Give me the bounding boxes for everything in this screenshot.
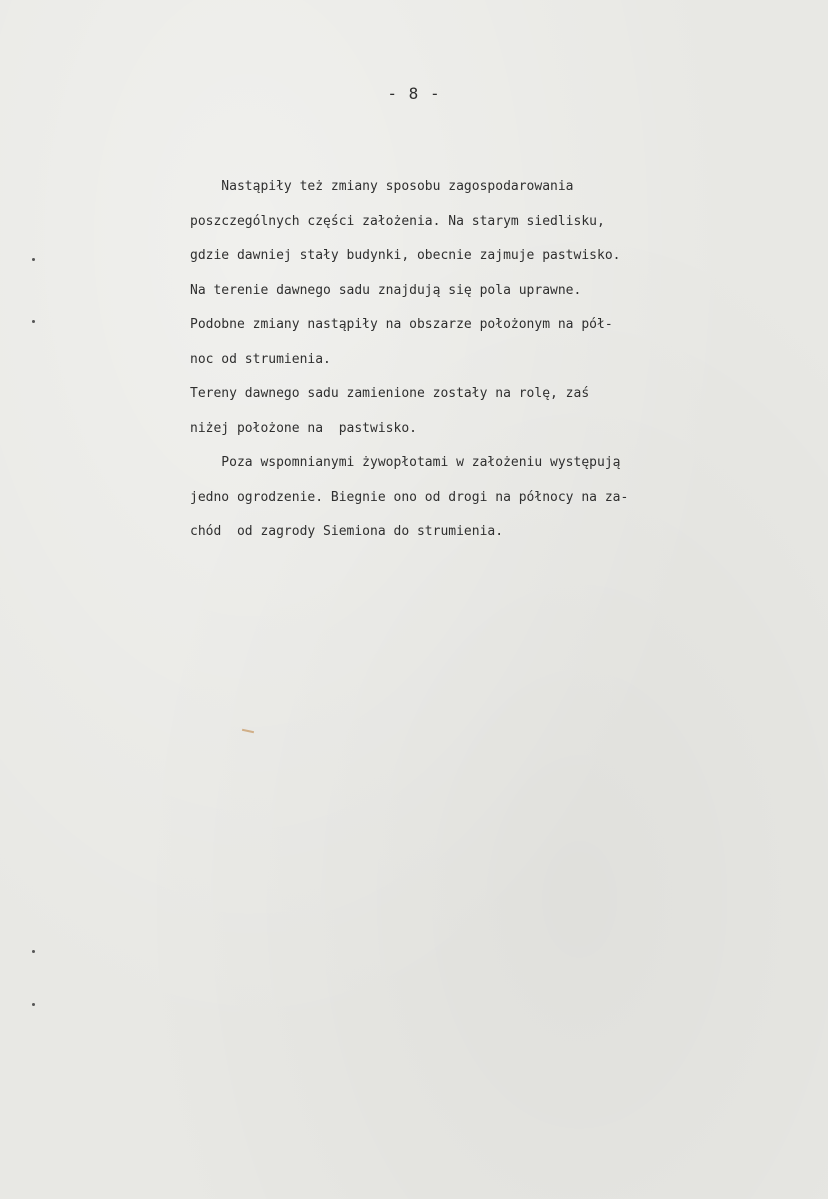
binding-hole-mark — [32, 1003, 35, 1006]
text-line: noc od strumienia. — [190, 351, 331, 367]
text-line: Podobne zmiany nastąpiły na obszarze położonym na pół- — [190, 317, 613, 332]
text-line: Na terenie dawnego sadu znajdują się pola uprawne. — [190, 282, 582, 298]
text-line: Tereny dawnego sadu zamienione zostały na rolę, zaś — [190, 386, 590, 401]
binding-hole-mark — [32, 258, 35, 261]
text-line: gdzie dawniej stały budynki, obecnie zajmuje pastwisko. — [190, 248, 621, 263]
text-line: Nastąpiły też zmiany sposobu zagospodarowania — [190, 179, 574, 194]
text-line: chód od zagrody Siemiona do strumienia. — [190, 524, 504, 539]
text-line: niżej położone na pastwisko. — [190, 420, 417, 436]
binding-hole-mark — [32, 950, 35, 953]
text-line: Poza wspomnianymi żywopłotami w założeniu występują — [190, 455, 621, 470]
text-line: jedno ogrodzenie. Biegnie ono od drogi na północy na za- — [190, 489, 629, 505]
binding-hole-mark — [32, 320, 35, 323]
text-line: poszczególnych części założenia. Na starym siedlisku, — [190, 213, 605, 229]
paper-stain-mark — [242, 729, 254, 733]
page-number: - 8 - — [387, 84, 441, 103]
body-text — [190, 170, 780, 550]
